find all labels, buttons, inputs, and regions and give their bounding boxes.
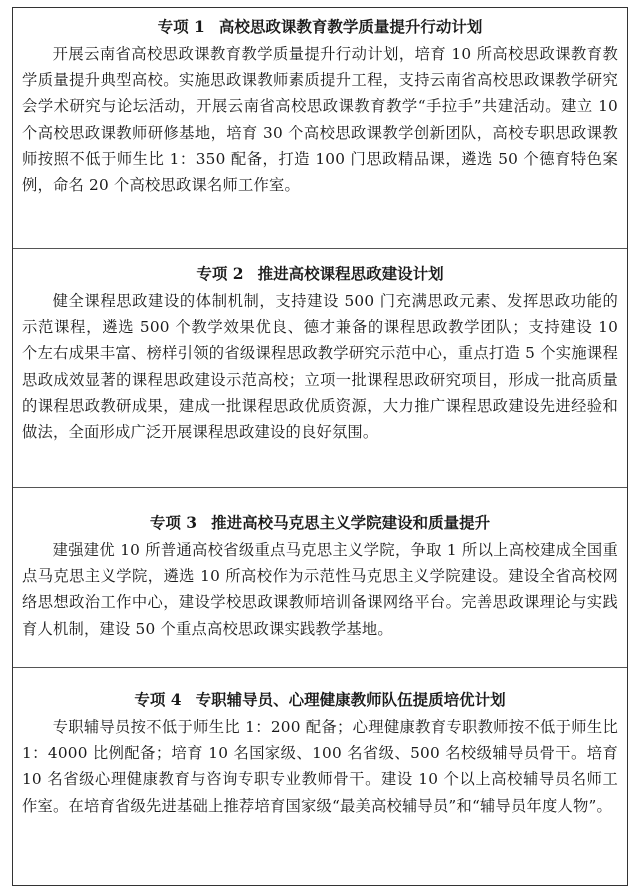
section-box-1 (13, 8, 627, 248)
section-number-1: 专项 1 (157, 17, 205, 36)
section-title-3 (22, 509, 618, 537)
section-number-3: 专项 3 (149, 513, 198, 532)
section-body-3: 建强建优 10 所普通高校省级重点马克思主义学院，争取 1 所以上高校建成全国重点马克思主义学院，遴选 10 所高校作为示范性马克思主义学院建设。建设全省高校网络思想政治工作中心，建设学校思政课教师培训备课网络平台。完善思政课理论与实践育人机制，建设 50 个重点高校思政课实践教学基地。 (22, 541, 618, 638)
section-title-4 (22, 686, 618, 714)
section-heading-4: 专职辅导员、心理健康教师队伍提质培优计划 (195, 690, 506, 709)
section-title-2 (22, 260, 618, 288)
section-number-2: 专项 2 (196, 264, 244, 283)
section-body-1: 开展云南省高校思政课教育教学质量提升行动计划，培育 10 所高校思政课教育教学质量提升典型高校。实施思政课教师素质提升工程，支持云南省高校思政课教学研究会学术研究与论坛活动，开展云南省高校思政课教育教学“手拉手”共建活动。建立 10 个高校思政课教师研修基地，培育 30 个高校思政课教学创新团队，高校专职思政课教师按照不低于师生比 1：350 配备，打造 100 门思政精品课，遴选 50 个德育特色案例，命名 20 个高校思政课名师工作室。 (22, 45, 618, 195)
section-box-2 (13, 248, 627, 487)
section-box-3 (13, 487, 627, 667)
document-frame (12, 7, 628, 886)
section-box-4 (13, 667, 627, 885)
section-heading-3: 推进高校马克思主义学院建设和质量提升 (211, 513, 491, 532)
section-heading-2: 推进高校课程思政建设计划 (257, 264, 444, 283)
section-body-2: 健全课程思政建设的体制机制，支持建设 500 门充满思政元素、发挥思政功能的示范课程，遴选 500 个教学效果优良、德才兼备的课程思政教学团队；支持建设 10 个左右成果丰富、榜样引领的省级课程思政教学研究示范中心，重点打造 5 个实施课程思政成效显著的课程思政建设示范高校；立项一批课程思政研究项目，形成一批高质量的课程思政教研成果，建成一批课程思政优质资源，大力推广课程思政建设先进经验和做法，全面形成广泛开展课程思政建设的良好氛围。 (22, 292, 618, 442)
section-heading-1: 高校思政课教育教学质量提升行动计划 (218, 17, 483, 36)
section-body-4: 专职辅导员按不低于师生比 1：200 配备；心理健康教育专职教师按不低于师生比 1：4000 比例配备；培育 10 名国家级、100 名省级、500 名校级辅导员骨干。培育 10 名省级心理健康教育与咨询专职专业教师骨干。建设 10 个以上高校辅导员名师工作室。在培育省级先进基础上推荐培育国家级“最美高校辅导员”和“辅导员年度人物”。 (22, 718, 618, 815)
section-title-1 (22, 13, 618, 41)
section-number-4: 专项 4 (134, 690, 182, 709)
